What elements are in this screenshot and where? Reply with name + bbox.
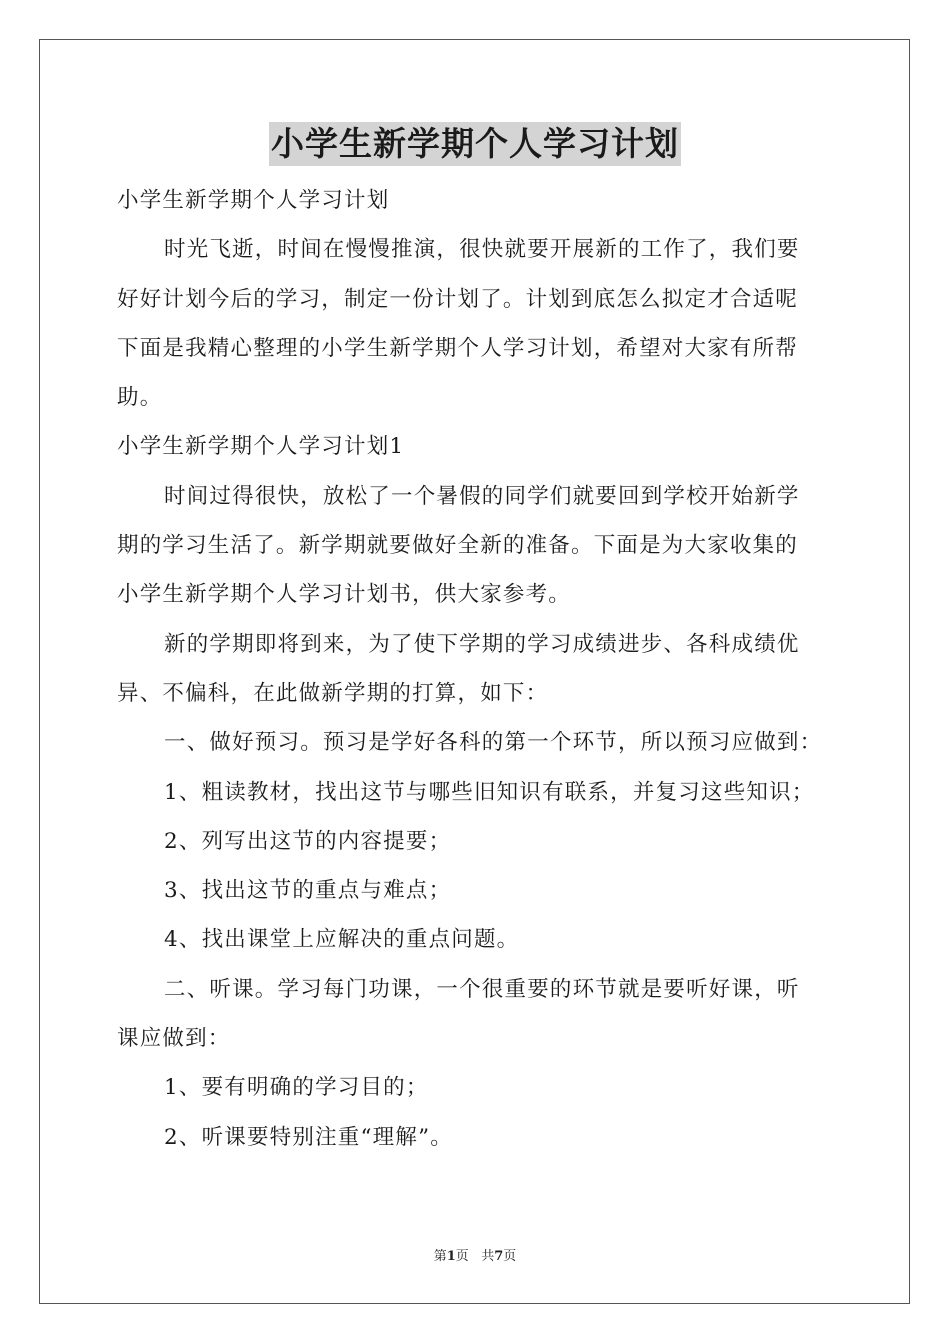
text-line: 小学生新学期个人学习计划1 [117,434,405,460]
footer-total-prefix: 共 [481,1249,495,1264]
text-line: 异、不偏科，在此做新学期的打算，如下： [117,680,549,706]
text-line: 助。 [117,385,163,411]
text-line: 好好计划今后的学习，制定一份计划了。计划到底怎么拟定才合适呢 [117,286,799,312]
text-line: 小学生新学期个人学习计划书，供大家参考。 [117,582,572,608]
text-line: 下面是我精心整理的小学生新学期个人学习计划，希望对大家有所帮 [117,335,799,361]
footer-page-number: 1 [446,1249,456,1264]
text-line: 1、粗读教材，找出这节与哪些旧知识有联系，并复习这些知识； [164,779,815,805]
title-container [0,122,950,166]
text-line: 3、找出这节的重点与难点； [164,878,452,904]
text-line: 一、做好预习。预习是学好各科的第一个环节，所以预习应做到： [164,730,823,756]
text-line: 二、听课。学习每门功课，一个很重要的环节就是要听好课，听 [164,976,800,1002]
text-line: 时光飞逝，时间在慢慢推演，很快就要开展新的工作了，我们要 [164,237,800,263]
text-line: 1、要有明确的学习目的； [164,1075,429,1101]
document-body [117,176,837,1162]
document-title: 小学生新学期个人学习计划 [269,122,681,166]
page-footer [0,1245,950,1264]
text-line: 小学生新学期个人学习计划 [117,188,390,213]
text-line: 2、列写出这节的内容提要； [164,828,452,854]
footer-page-suffix: 页 [455,1249,469,1264]
footer-total-suffix: 页 [503,1249,517,1264]
footer-page-prefix: 第 [433,1249,447,1264]
text-line: 新的学期即将到来，为了使下学期的学习成绩进步、各科成绩优 [164,631,800,657]
text-line: 时间过得很快，放松了一个暑假的同学们就要回到学校开始新学 [164,483,800,509]
footer-total-pages: 7 [494,1249,504,1264]
text-line: 4、找出课堂上应解决的重点问题。 [164,927,520,953]
text-line: 2、听课要特别注重“理解”。 [164,1124,453,1150]
text-line: 课应做到： [117,1026,231,1052]
text-line: 期的学习生活了。新学期就要做好全新的准备。下面是为大家收集的 [117,533,799,559]
